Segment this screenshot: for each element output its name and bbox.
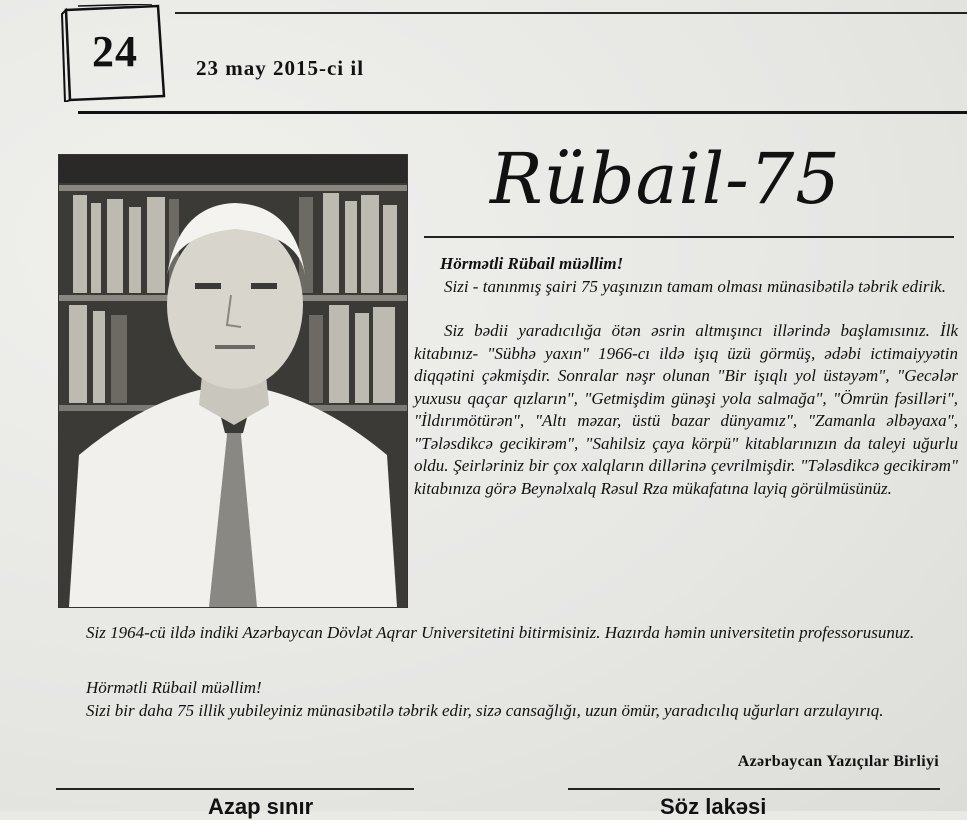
- footer-heading-right: Söz lakəsi: [660, 794, 767, 819]
- article-greeting: Hörmətli Rübail müəllim!: [440, 254, 624, 273]
- article-signature: Azərbaycan Yazıçılar Birliyi: [737, 753, 939, 770]
- footer-rule-right: [568, 788, 940, 790]
- article-paragraph-2: Siz bədii yaradıcılığa ötən əsrin altmışıncı illərində başlamısınız. İlk kitabınız- "Sübhə yaxın" 1966-cı ildə işıq üzü görmüş, ədəbi ictimaiyyətin diqqətini çəkmişdir. Sonralar nəşr olunan "Bir işıqlı yol üstəyəm", "Gecələr yuxusu qaçar qızların", "Getmişdim günəşi yola salmağa", "Ömrün fəsilləri", "İldırımötürən", "Altı məzar, üstü bazar dünyamız", "Zamanla əlbəyaxa", "Tələsdikcə gecikirəm", "Sahilsiz çaya körpü" kitablarınızın da taleyi uğurlu oldu. Şeirləriniz bir çox xalqların dillərinə çevrilmişdir. "Tələsdikcə gecikirəm" kitabınıza görə Beynəlxalq Rəsul Rza mükafatına layiq görülmüsünüz.: [414, 321, 958, 498]
- portrait-photo: [58, 154, 408, 608]
- header-bottom-rule: [78, 111, 967, 114]
- article-title: Rübail-75: [490, 138, 841, 220]
- article-paragraph-1: Sizi - tanınmış şairi 75 yaşınızın tamam olması münasibətilə təbrik edirik.: [444, 277, 946, 296]
- article-paragraph-3: Siz 1964-cü ildə indiki Azərbaycan Dövlət Aqrar Universitetini bitirmisiniz. Hazırda həmin universitetin professorusunuz.: [86, 623, 915, 642]
- page-number: 24: [92, 27, 138, 76]
- article-paragraph-4: Sizi bir daha 75 illik yubileyiniz münasibətilə təbrik edir, sizə cansağlığı, uzun ömür, yaradıcılıq uğurları arzulayırıq.: [86, 701, 884, 720]
- footer-heading-left: Azap sınır: [208, 794, 314, 819]
- footer-rule-left: [56, 788, 414, 790]
- article-greeting-2: Hörmətli Rübail müəllim!: [86, 678, 262, 697]
- issue-date: 23 may 2015-ci il: [196, 56, 365, 80]
- header-top-rule: [175, 12, 967, 14]
- title-rule: [424, 236, 954, 238]
